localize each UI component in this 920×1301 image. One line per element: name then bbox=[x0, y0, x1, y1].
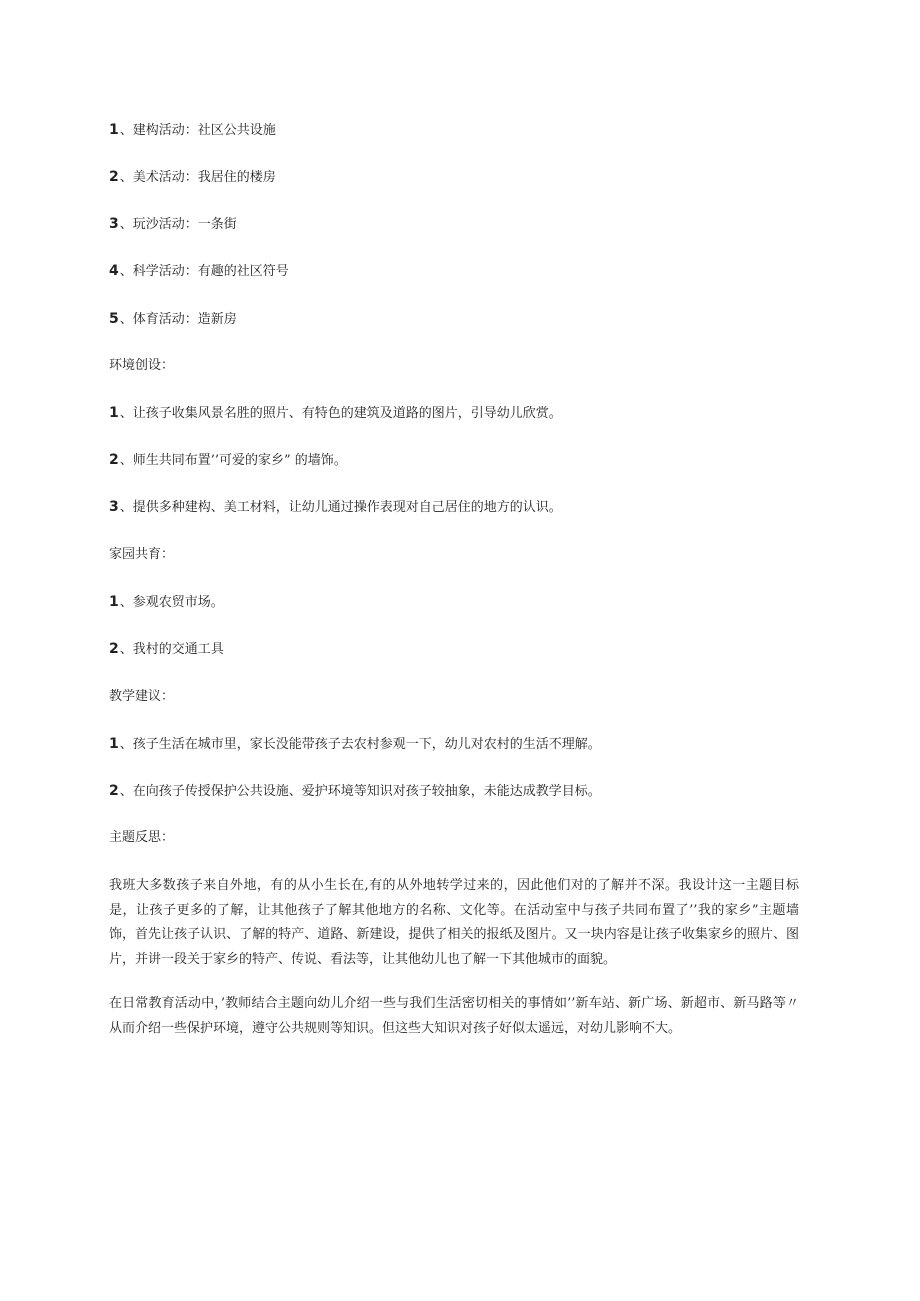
item-number: 2 bbox=[109, 783, 119, 799]
item-number: 1 bbox=[109, 594, 119, 610]
item-text: 、我村的交通工具 bbox=[119, 642, 224, 657]
environment-item-1 bbox=[109, 404, 562, 423]
item-text: 、体育活动：造新房 bbox=[119, 312, 237, 327]
teaching-item-1 bbox=[109, 735, 601, 754]
environment-item-3 bbox=[109, 498, 562, 517]
activity-item-1 bbox=[109, 121, 276, 140]
activity-item-2 bbox=[109, 168, 276, 187]
home-item-2 bbox=[109, 640, 224, 659]
item-number: 5 bbox=[109, 311, 119, 327]
item-number: 3 bbox=[109, 216, 119, 232]
item-number: 2 bbox=[109, 641, 119, 657]
home-heading: 家园共育： bbox=[109, 547, 175, 562]
reflection-paragraph-1: 我班大多数孩子来自外地，有的从小生长在,有的从外地转学过来的，因此他们对的了解并不深。我设计这一主题目标是，让孩子更多的了解，让其他孩子了解其他地方的名称、文化等。在活动室中与孩子共同布置了’’我的家乡”主题墙饰，首先让孩子认识、了解的特产、道路、新建设，提供了相关的报纸及图片。又一块内容是让孩子收集家乡的照片、图片，并讲一段关于家乡的特产、传说、看法等，让其他幼儿也了解一下其他城市的面貌。 bbox=[109, 878, 799, 967]
item-text: 、师生共同布置’’可爱的家乡” 的墙饰。 bbox=[119, 453, 347, 468]
item-text: 、让孩子收集风景名胜的照片、有特色的建筑及道路的图片，引导幼儿欣赏。 bbox=[119, 406, 562, 421]
item-number: 1 bbox=[109, 405, 119, 421]
environment-heading: 环境创设： bbox=[109, 358, 175, 373]
item-number: 1 bbox=[109, 736, 119, 752]
item-text: 、参观农贸市场。 bbox=[119, 595, 224, 610]
item-number: 3 bbox=[109, 499, 119, 515]
item-number: 2 bbox=[109, 452, 119, 468]
item-text: 、玩沙活动：一条街 bbox=[119, 217, 237, 232]
activity-item-3 bbox=[109, 215, 237, 234]
item-number: 1 bbox=[109, 122, 119, 138]
activity-item-4 bbox=[109, 262, 289, 281]
item-text: 、美术活动：我居住的楼房 bbox=[119, 170, 276, 185]
reflection-paragraph-2: 在日常教育活动中，’教师结合主题向幼儿介绍一些与我们生活密切相关的事情如’’新车站、新广场、新超市、新马路等〃从而介绍一些保护环境，遵守公共规则等知识。但这些大知识对孩子好似太遥远，对幼儿影响不大。 bbox=[109, 996, 799, 1036]
teaching-heading: 教学建议： bbox=[109, 689, 175, 704]
activity-item-5 bbox=[109, 310, 237, 329]
item-text: 、提供多种建构、美工材料，让幼儿通过操作表现对自己居住的地方的认识。 bbox=[119, 500, 562, 515]
item-text: 、建构活动：社区公共设施 bbox=[119, 123, 276, 138]
item-text: 、科学活动：有趣的社区符号 bbox=[119, 264, 289, 279]
item-number: 4 bbox=[109, 263, 119, 279]
item-text: 、在向孩子传授保护公共设施、爱护环境等知识对孩子较抽象，未能达成教学目标。 bbox=[119, 784, 601, 799]
reflection-heading: 主题反思： bbox=[109, 830, 175, 845]
teaching-item-2 bbox=[109, 782, 601, 801]
environment-item-2 bbox=[109, 451, 347, 470]
home-item-1 bbox=[109, 593, 224, 612]
item-text: 、孩子生活在城市里，家长没能带孩子去农村参观一下，幼儿对农村的生活不理解。 bbox=[119, 737, 601, 752]
item-number: 2 bbox=[109, 169, 119, 185]
